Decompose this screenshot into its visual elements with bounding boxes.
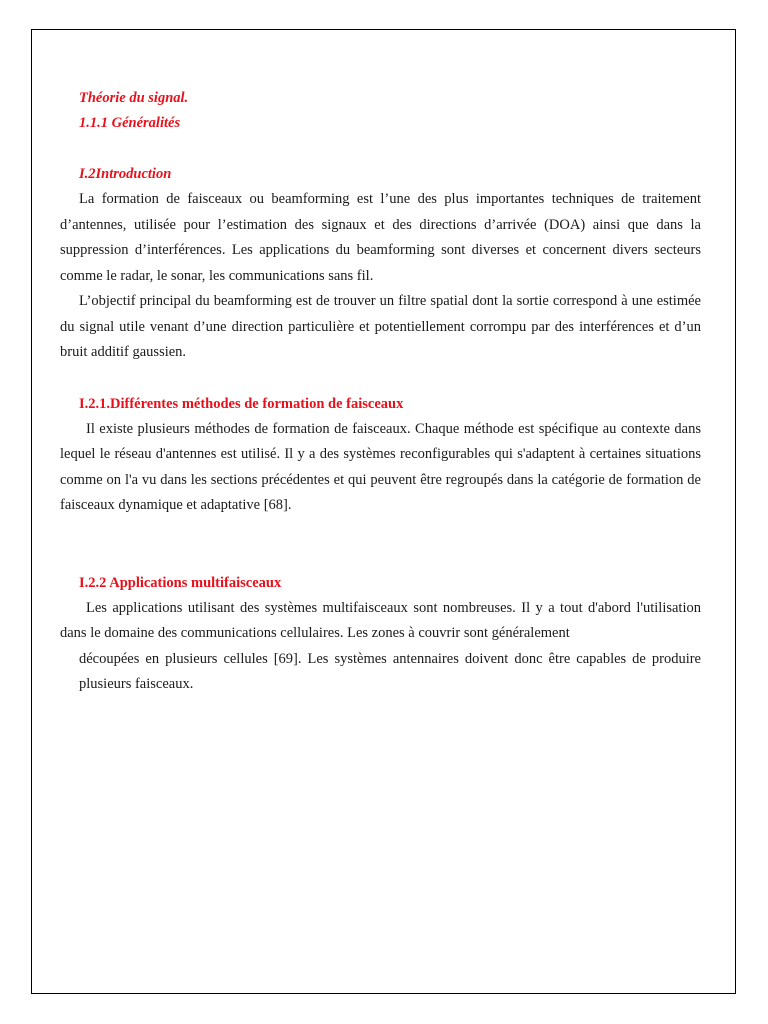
section-heading-methods: I.2.1.Différentes méthodes de formation de faisceaux xyxy=(79,395,404,412)
spacer xyxy=(60,136,701,162)
document-title: Théorie du signal. xyxy=(79,90,189,106)
document-body xyxy=(60,86,701,698)
paragraph-methods-1: Il existe plusieurs méthodes de formation de faisceaux. Chaque méthode est spécifique au contexte dans lequel le réseau d'antennes est utilisé. Il y a des systèmes reconfigurables qui s'adaptent à certaines situations comme on l'a vu dans les sections précédentes et qui peuvent être regroupés dans la catégorie de formation de faisceaux dynamique et adaptative [68]. xyxy=(60,420,701,513)
paragraph-introduction-1: La formation de faisceaux ou beamforming est l’une des plus importantes techniques de traitement d’antennes, utilisée pour l’estimation des signaux et des directions d’arrivée (DOA) ainsi que dans la suppression d’interférences. Les applications du beamforming sont diverses et concernent divers secteurs comme le radar, le sonar, les communications sans fil. xyxy=(60,191,701,284)
paragraph-applications-1: Les applications utilisant des systèmes multifaisceaux sont nombreuses. Il y a tout d'abord l'utilisation dans le domaine des communications cellulaires. Les zones à couvrir sont généralement xyxy=(60,599,701,641)
section-heading-applications: I.2.2 Applications multifaisceaux xyxy=(79,574,282,591)
section-heading-introduction: I.2Introduction xyxy=(79,166,172,182)
spacer xyxy=(60,519,701,571)
document-subtitle: 1.1.1 Généralités xyxy=(79,115,181,131)
spacer xyxy=(60,366,701,392)
paragraph-applications-2: découpées en plusieurs cellules [69]. Les systèmes antennaires doivent donc être capables de produire plusieurs faisceaux. xyxy=(79,650,701,692)
paragraph-introduction-2: L’objectif principal du beamforming est de trouver un filtre spatial dont la sortie correspond à une estimée du signal utile venant d’une direction particulière et potentiellement corrompu par des interférences et d’un bruit additif gaussien. xyxy=(60,293,701,360)
